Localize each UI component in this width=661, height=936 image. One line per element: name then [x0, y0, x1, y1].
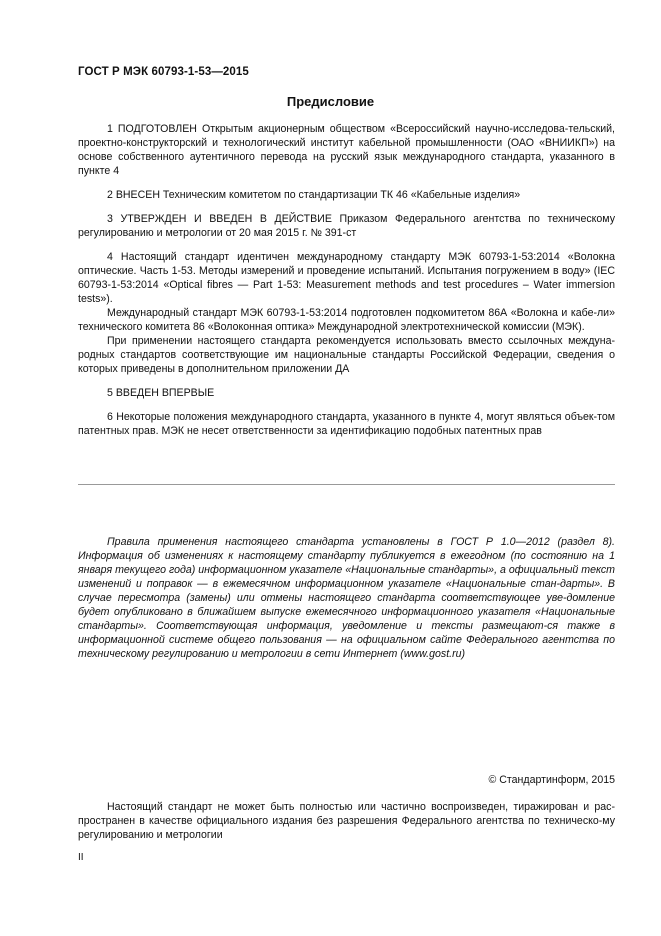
paragraph-4-prepared-by: Международный стандарт МЭК 60793-1-53:2014 подготовлен подкомитетом 86А «Волокна и кабе-ли» технического комитета 86 «Волоконная оптика» Международной электротехнической комиссии (МЭК).	[78, 307, 615, 333]
paragraph-1-prepared: 1 ПОДГОТОВЛЕН Открытым акционерным обществом «Всероссийский научно-исследова-тельский, проектно-конструкторский и технологический институт кабельной промышленности (ОАО «ВНИИКП») на основе собственного аутентичного перевода на русский язык международного стандарта, указанного в пункте 4	[78, 123, 615, 177]
paragraph-4-identical: 4 Настоящий стандарт идентичен международному стандарту МЭК 60793-1-53:2014 «Волокна оптические. Часть 1-53. Методы измерений и проведение испытаний. Испытания погружением в воду» (IEC 60793-1-53:2014 «Optical fibres — Part 1-53: Measurement methods and test procedures – Water immersion tests»).	[78, 251, 615, 305]
foreword-body	[78, 122, 615, 448]
page-number: II	[78, 852, 84, 863]
paragraph-6-patents: 6 Некоторые положения международного стандарта, указанного в пункте 4, могут являться объек-том патентных прав. МЭК не несет ответственности за идентификацию подобных патентных прав	[78, 411, 615, 437]
paragraph-5-first-time: 5 ВВЕДЕН ВПЕРВЫЕ	[107, 387, 215, 399]
reproduction-notice: Настоящий стандарт не может быть полностью или частично воспроизведен, тиражирован и рас-пространен в качестве официального издания без разрешения Федерального агентства по техническо-му регулированию и метрологии	[78, 801, 615, 841]
application-rules-notice: Правила применения настоящего стандарта установлены в ГОСТ Р 1.0—2012 (раздел 8). Информация об изменениях к настоящему стандарту публикуется в ежегодном (по состоянию на 1 января текущего года) информационном указателе «Национальные стандарты», а официальный текст изменений и поправок — в ежемесячном информационном указателе «Национальные стан-дарты». В случае пересмотра (замены) или отмены настоящего стандарта соответствующее уве-домление будет опубликовано в ближайшем выпуске ежемесячного информационного указателя «Национальные стандарты». Соответствующая информация, уведомление и тексты размещают-ся также в информационной системе общего пользования — на официальном сайте Федерального агентства по техническому регулированию и метрологии в сети Интернет (www.gost.ru)	[78, 536, 615, 660]
section-divider	[78, 484, 615, 485]
paragraph-4-references: При применении настоящего стандарта рекомендуется использовать вместо ссылочных междуна-родных стандартов соответствующие им национальные стандарты Российской Федерации, сведения о которых приведены в дополнительном приложении ДА	[78, 335, 615, 375]
document-code-header: ГОСТ Р МЭК 60793-1-53—2015	[78, 66, 249, 78]
page-title: Предисловие	[286, 94, 375, 109]
paragraph-3-approved: 3 УТВЕРЖДЕН И ВВЕДЕН В ДЕЙСТВИЕ Приказом Федерального агентства по техническому регулированию и метрологии от 20 мая 2015 г. № 391-ст	[78, 213, 615, 239]
copyright-line: © Стандартинформ, 2015	[488, 774, 615, 786]
paragraph-2-introduced: 2 ВНЕСЕН Техническим комитетом по стандартизации ТК 46 «Кабельные изделия»	[107, 189, 521, 201]
